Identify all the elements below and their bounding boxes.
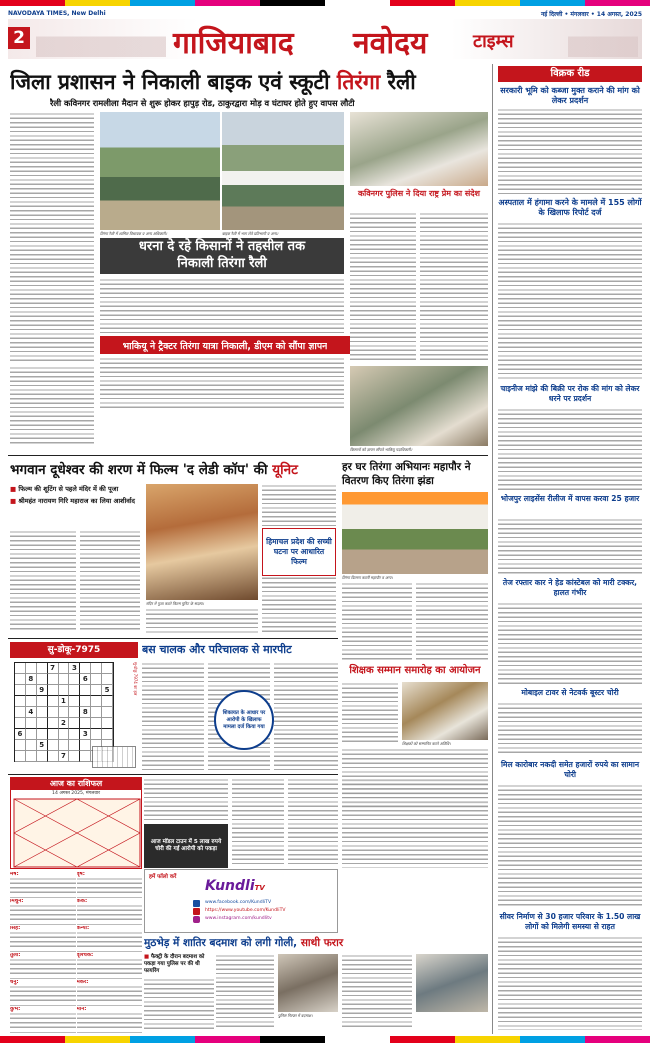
sudoku-cell (59, 663, 70, 674)
horoscope-title: आज का राशिफल (11, 778, 141, 790)
sudoku-cell (59, 707, 70, 718)
sudoku-cell (80, 663, 91, 674)
bullet-square-icon: ■ (10, 485, 19, 493)
crime-body-col2 (288, 778, 338, 866)
encounter-body-col1 (216, 954, 274, 1030)
horoscope-sign-text (10, 877, 76, 895)
sudoku-cell (102, 696, 113, 707)
sudoku-cell: 3 (80, 729, 91, 740)
sudoku-cell (15, 718, 26, 729)
city-name: गाजियाबाद (173, 26, 294, 61)
sudoku-cell (59, 685, 70, 696)
horoscope-sign-name: मेष: (10, 872, 19, 877)
sudoku-cell (91, 685, 102, 696)
film-caption: मंदिर में पूजा करते फिल्म यूनिट के सदस्य। (146, 601, 204, 606)
horoscope-sign (10, 1007, 76, 1033)
ad-url-2[interactable]: https://www.youtube.com/KundliTV (205, 908, 286, 913)
page-number: 2 (8, 27, 30, 49)
sudoku-cell (91, 674, 102, 685)
horoscope-sign-name: कर्क: (76, 899, 88, 904)
color-strip (0, 0, 650, 6)
skyline-left (36, 23, 166, 57)
horoscope-sign-text (77, 931, 143, 949)
sudoku-cell (48, 718, 59, 729)
horoscope-sign-name: कुंभ: (10, 1007, 21, 1012)
lead-side-body (350, 212, 416, 362)
horoscope-sign-name: धनु: (10, 980, 19, 985)
bottom-strip (0, 1036, 650, 1043)
sudoku-cell (69, 729, 80, 740)
tiranga-body-col2 (416, 582, 488, 660)
protest-head-2: निकाली तिरंगा रैली (177, 256, 267, 271)
sudoku-cell (48, 674, 59, 685)
horoscope-sign-text (10, 985, 76, 1003)
lead-headline-a: जिला प्रशासन ने निकाली बाइक एवं स्कूटी (10, 69, 330, 94)
sudoku-cell (102, 674, 113, 685)
right-body-8 (498, 936, 642, 1030)
ad-brand: Kundli (205, 878, 255, 894)
right-head-7: मिल कारोबार नकदी समेत हजारों रुपये का सामान चोरी (500, 760, 640, 779)
ad-brand-tv: TV (254, 884, 265, 892)
right-head-1: सरकारी भूमि को कब्जा मुक्त कराने की मांग को लेकर प्रदर्शन (500, 86, 640, 105)
ad-facebook-icon (193, 900, 200, 907)
teacher-photo (402, 682, 488, 740)
sudoku-cell: 7 (48, 663, 59, 674)
sudoku-cell (59, 674, 70, 685)
bus-pullquote (214, 690, 274, 750)
sudoku-cell (26, 718, 37, 729)
right-body-1 (498, 108, 642, 194)
ad-url-3[interactable]: www.instagram.com/kundlitv (205, 916, 272, 921)
protest-banner (100, 238, 344, 274)
crime-pull-box (144, 824, 228, 868)
sudoku-cell (37, 696, 48, 707)
right-body-6 (498, 702, 642, 756)
sudoku-cell (26, 729, 37, 740)
sudoku-cell (91, 707, 102, 718)
sudoku-cell (80, 751, 91, 762)
bullet-square-icon: ■ (10, 497, 19, 505)
lead-caption-2: बाइक रैली में भाग लेते प्रतिभागी व अन्य। (222, 231, 279, 236)
sudoku-cell (80, 740, 91, 751)
sudoku-cell (37, 729, 48, 740)
right-banner: विक्रक रीड (498, 66, 642, 82)
horoscope-sign (10, 980, 76, 1006)
horoscope-sign (77, 872, 143, 898)
sudoku-cell: 1 (59, 696, 70, 707)
ad-youtube-icon (193, 908, 200, 915)
horoscope-sign-name: कन्या: (76, 926, 90, 931)
encounter-photo (278, 954, 338, 1012)
date-line: नई दिल्ली • मंगलवार • 14 अगस्त, 2025 (540, 11, 642, 18)
sudoku-cell: 6 (15, 729, 26, 740)
sudoku-cell (102, 718, 113, 729)
sudoku-cell (59, 729, 70, 740)
tiranga-headline: हर घर तिरंगा अभियानः महापौर ने वितरण किए तिरंगा झंडा (342, 461, 471, 487)
film-headline-a: भगवान दूधेश्वर की शरण में फिल्म 'द लेडी कॉप' की (10, 462, 268, 478)
horoscope-sign-text (77, 877, 143, 895)
sudoku-cell: 4 (26, 707, 37, 718)
film-body-col3 (146, 608, 258, 633)
divider-1 (8, 455, 488, 456)
encounter-body-col0 (144, 978, 214, 1030)
film-bullet-2 (10, 496, 140, 505)
film-photo (146, 484, 258, 600)
sudoku-cell (59, 740, 70, 751)
sudoku-cell: 7 (59, 751, 70, 762)
sudoku-cell (15, 685, 26, 696)
sudoku-answer-label: सु-डोकू 7974 का हल (133, 662, 138, 696)
lead-side-body-2 (420, 212, 488, 362)
lead-photo-1 (100, 112, 220, 230)
sudoku-cell (37, 663, 48, 674)
film-bullets (10, 484, 140, 505)
tiranga-photo (342, 492, 488, 574)
film-pullquote (262, 528, 336, 576)
sudoku-cell (80, 718, 91, 729)
film-body-col2 (80, 530, 140, 630)
ad-url-1[interactable]: www.facebook.com/KundliTV (205, 900, 272, 905)
right-head-5: तेज रफ्तार कार ने हेड कांस्टेबल को मारी टक्कर, हालत गंभीर (502, 578, 638, 597)
sudoku-cell: 9 (37, 685, 48, 696)
horoscope-sign-name: वृश्चिक: (76, 953, 94, 958)
lead-body-col1 (10, 112, 94, 362)
film-bullet-1 (10, 484, 140, 493)
encounter-photo-2 (416, 954, 488, 1012)
horoscope-date: 14 अगस्त 2025, मंगलवार (52, 791, 100, 796)
film-bullet-1-text: फिल्म की शूटिंग से पहले मंदिर में की पूजा (18, 485, 119, 493)
divider-2 (8, 638, 338, 639)
sudoku-cell (48, 685, 59, 696)
kundli-ad (144, 869, 338, 933)
horoscope-box (10, 777, 142, 869)
right-body-4 (498, 518, 642, 574)
encounter-head-b: साथी फरार (300, 937, 344, 949)
sudoku-cell (91, 696, 102, 707)
paper-name: नवोदय (353, 26, 428, 61)
paper-name-suffix: टाइम्स (473, 31, 514, 52)
sudoku-cell (37, 718, 48, 729)
horoscope-sign (10, 953, 76, 979)
sudoku-cell (48, 740, 59, 751)
bus-pullquote-text: शिकायत के आधार पर आरोपी के खिलाफ मामला दर्ज किया गया (222, 709, 266, 730)
horoscope-sign-text (77, 958, 143, 976)
horoscope-sign (10, 899, 76, 925)
horoscope-sign-name: सिंह: (10, 926, 21, 931)
sudoku-answer-grid (92, 746, 136, 768)
right-head-8: सीवर निर्माण से 30 हजार परिवार के 1.50 लाख लोगों को मिलेगी समस्या से राहत (499, 912, 641, 931)
lead-body-col1b (10, 366, 94, 446)
sudoku-cell (69, 740, 80, 751)
horoscope-sign-name: मीन: (76, 1007, 87, 1012)
sudoku-cell (26, 685, 37, 696)
sudoku-cell (91, 729, 102, 740)
horoscope-sign (77, 953, 143, 979)
protest-head-1: धरना दे रहे किसानों ने तहसील तक (138, 239, 306, 254)
sudoku-cell (102, 663, 113, 674)
teacher-caption: शिक्षकों को सम्मानित करते अतिथि। (402, 741, 451, 746)
film-pullquote-text: हिमाचल प्रदेश की सच्ची घटना पर आधारित फिल्म (266, 537, 332, 566)
ad-logo (205, 878, 265, 894)
sudoku-cell (37, 707, 48, 718)
sudoku-cell (69, 707, 80, 718)
right-body-2 (498, 222, 642, 380)
horoscope-chart (13, 798, 139, 868)
sudoku-cell (69, 718, 80, 729)
lead-photo-2 (222, 112, 344, 230)
horoscope-sign-text (10, 1012, 76, 1030)
sudoku-cell (80, 685, 91, 696)
ad-instagram-icon (193, 916, 200, 923)
horoscope-sign (10, 926, 76, 952)
sudoku-cell (15, 740, 26, 751)
sudoku-cell (15, 696, 26, 707)
sudoku-cell (102, 729, 113, 740)
horoscope-sign-name: वृष: (76, 872, 85, 877)
sudoku-cell: 8 (26, 674, 37, 685)
sudoku-cell (26, 740, 37, 751)
sudoku-cell (69, 751, 80, 762)
horoscope-sign (77, 1007, 143, 1033)
teacher-body-col1 (342, 682, 398, 744)
horoscope-sign-text (10, 958, 76, 976)
horoscope-signs (10, 872, 142, 1032)
horoscope-sign-name: तुला: (10, 953, 21, 958)
lead-headline-c: रैली (387, 69, 416, 94)
ad-follow: हमें फॉलो करें (149, 874, 177, 880)
bus-headline: बस चालक और परिचालक से मारपीट (142, 643, 292, 656)
teacher-headline: शिक्षक सम्मान समारोह का आयोजन (349, 665, 481, 676)
sudoku-cell (26, 751, 37, 762)
tiranga-body-col1 (342, 582, 412, 660)
horoscope-sign (77, 980, 143, 1006)
tiranga-caption: तिरंगा वितरण करतीं महापौर व अन्य। (342, 575, 393, 580)
kundli-chart-icon (13, 798, 141, 868)
horoscope-sign-text (77, 1012, 143, 1030)
crime-body-col1 (232, 778, 284, 866)
encounter-headline (144, 936, 488, 950)
film-headline (10, 460, 336, 480)
horoscope-sign-text (10, 904, 76, 922)
sudoku-title-bar: सु-डोकू-7975 (10, 642, 138, 658)
bus-body-col3 (274, 662, 338, 772)
right-body-7 (498, 784, 642, 908)
lead-caption-1: तिरंगा रैली में शामिल विधायक व अन्य अधिकारी। (100, 231, 168, 236)
sudoku-cell (69, 674, 80, 685)
sudoku-cell: 8 (80, 707, 91, 718)
protest-caption: किसानों को ज्ञापन सौंपते भाकियू पदाधिकारी। (350, 447, 413, 452)
horoscope-sign-text (77, 985, 143, 1003)
sudoku-cell (69, 696, 80, 707)
lead-headline (10, 68, 488, 96)
sudoku-cell (26, 663, 37, 674)
sudoku-cell (37, 751, 48, 762)
sudoku-cell (91, 718, 102, 729)
film-bullet-2-text: श्रीमहंत नारायण गिरि महाराज का लिया आशीर्वाद (18, 497, 136, 505)
horoscope-sign-text (10, 931, 76, 949)
bus-body-col1 (142, 662, 204, 772)
encounter-body-col2 (342, 954, 412, 1030)
sudoku-cell (48, 707, 59, 718)
lead-subhead: रैली कविनगर रामलीला मैदान से शुरू होकर हापुड़ रोड, ठाकुरद्वारा मोड़ व घंटाघर होते हुए वापस लौटी (50, 98, 355, 108)
encounter-bullet-text: फैक्ट्री के दौरान बदमाश को पकड़ा गया पुलिस पर की थी फायरिंग (144, 954, 205, 974)
sudoku-cell: 6 (80, 674, 91, 685)
protest-bkey-body (100, 357, 344, 409)
sudoku-cell: 2 (59, 718, 70, 729)
right-head-6: मोबाइल टावर से नेटवर्क बूस्टर चोरी (521, 688, 619, 697)
masthead-bar (8, 19, 642, 59)
protest-bkey-bar (100, 336, 350, 354)
sudoku-cell: 5 (37, 740, 48, 751)
sudoku-cell (80, 696, 91, 707)
crime-pull-text: आज मॉडल टाउन में 5 लाख रुपये चोरी की गई आरोपी को पकड़ा (150, 838, 222, 852)
lead-headline-b: तिरंगा (336, 69, 381, 94)
mid-body-col (342, 778, 488, 868)
sudoku-cell (69, 685, 80, 696)
brand-line: NAVODAYA TIMES, New Delhi (8, 10, 106, 17)
right-head-4: भोजपुर लाइसेंस रीलीज में वापस करवा 25 हजार (500, 494, 640, 503)
sudoku-cell (102, 707, 113, 718)
divider-3 (8, 774, 338, 775)
sudoku-cell (15, 707, 26, 718)
encounter-head-a: मुठभेड़ में शातिर बदमाश को लगी गोली, (144, 937, 298, 949)
sudoku-cell (91, 663, 102, 674)
right-head-3: चाइनीज मांझे की बिक्री पर रोक की मांग को लेकर धरने पर प्रदर्शन (500, 384, 640, 403)
protest-photo (350, 366, 488, 446)
film-headline-b: यूनिट (272, 462, 298, 478)
horoscope-sign-text (77, 904, 143, 922)
crime-body-col0 (144, 778, 228, 820)
bullet-square-icon: ■ (144, 954, 151, 960)
sudoku-cell (15, 663, 26, 674)
masthead (0, 8, 650, 60)
sudoku-cell (26, 696, 37, 707)
sudoku-cell (15, 751, 26, 762)
sudoku-cell: 3 (69, 663, 80, 674)
horoscope-sign-name: मिथुन: (10, 899, 24, 904)
right-head-2: अस्पताल में हंगामा करने के मामले में 155 लोगों के खिलाफ रिपोर्ट दर्ज (498, 198, 642, 217)
horoscope-sign (77, 926, 143, 952)
protest-body (100, 278, 344, 333)
film-body-col1 (10, 530, 76, 630)
lead-photo-3 (350, 112, 488, 186)
skyline-right (568, 23, 638, 57)
horoscope-sign-name: मकर: (76, 980, 89, 985)
lead-side-head: कविनगर पुलिस ने दिया राष्ट्र प्रेम का संदेश (358, 189, 480, 198)
sudoku-cell (15, 674, 26, 685)
sudoku-cell (48, 751, 59, 762)
encounter-bullet (144, 954, 214, 975)
sudoku-cell: 5 (102, 685, 113, 696)
protest-bkey-head: भाकियू ने ट्रैक्टर तिरंगा यात्रा निकाली, डीएम को सौंपा ज्ञापन (122, 340, 328, 352)
sudoku-cell (48, 696, 59, 707)
right-body-5 (498, 602, 642, 684)
encounter-caption: पुलिस गिरफ्त में बदमाश। (278, 1013, 313, 1018)
sudoku-cell (37, 674, 48, 685)
horoscope-sign (77, 899, 143, 925)
sudoku-cell (48, 729, 59, 740)
right-body-3 (498, 408, 642, 490)
horoscope-sign (10, 872, 76, 898)
